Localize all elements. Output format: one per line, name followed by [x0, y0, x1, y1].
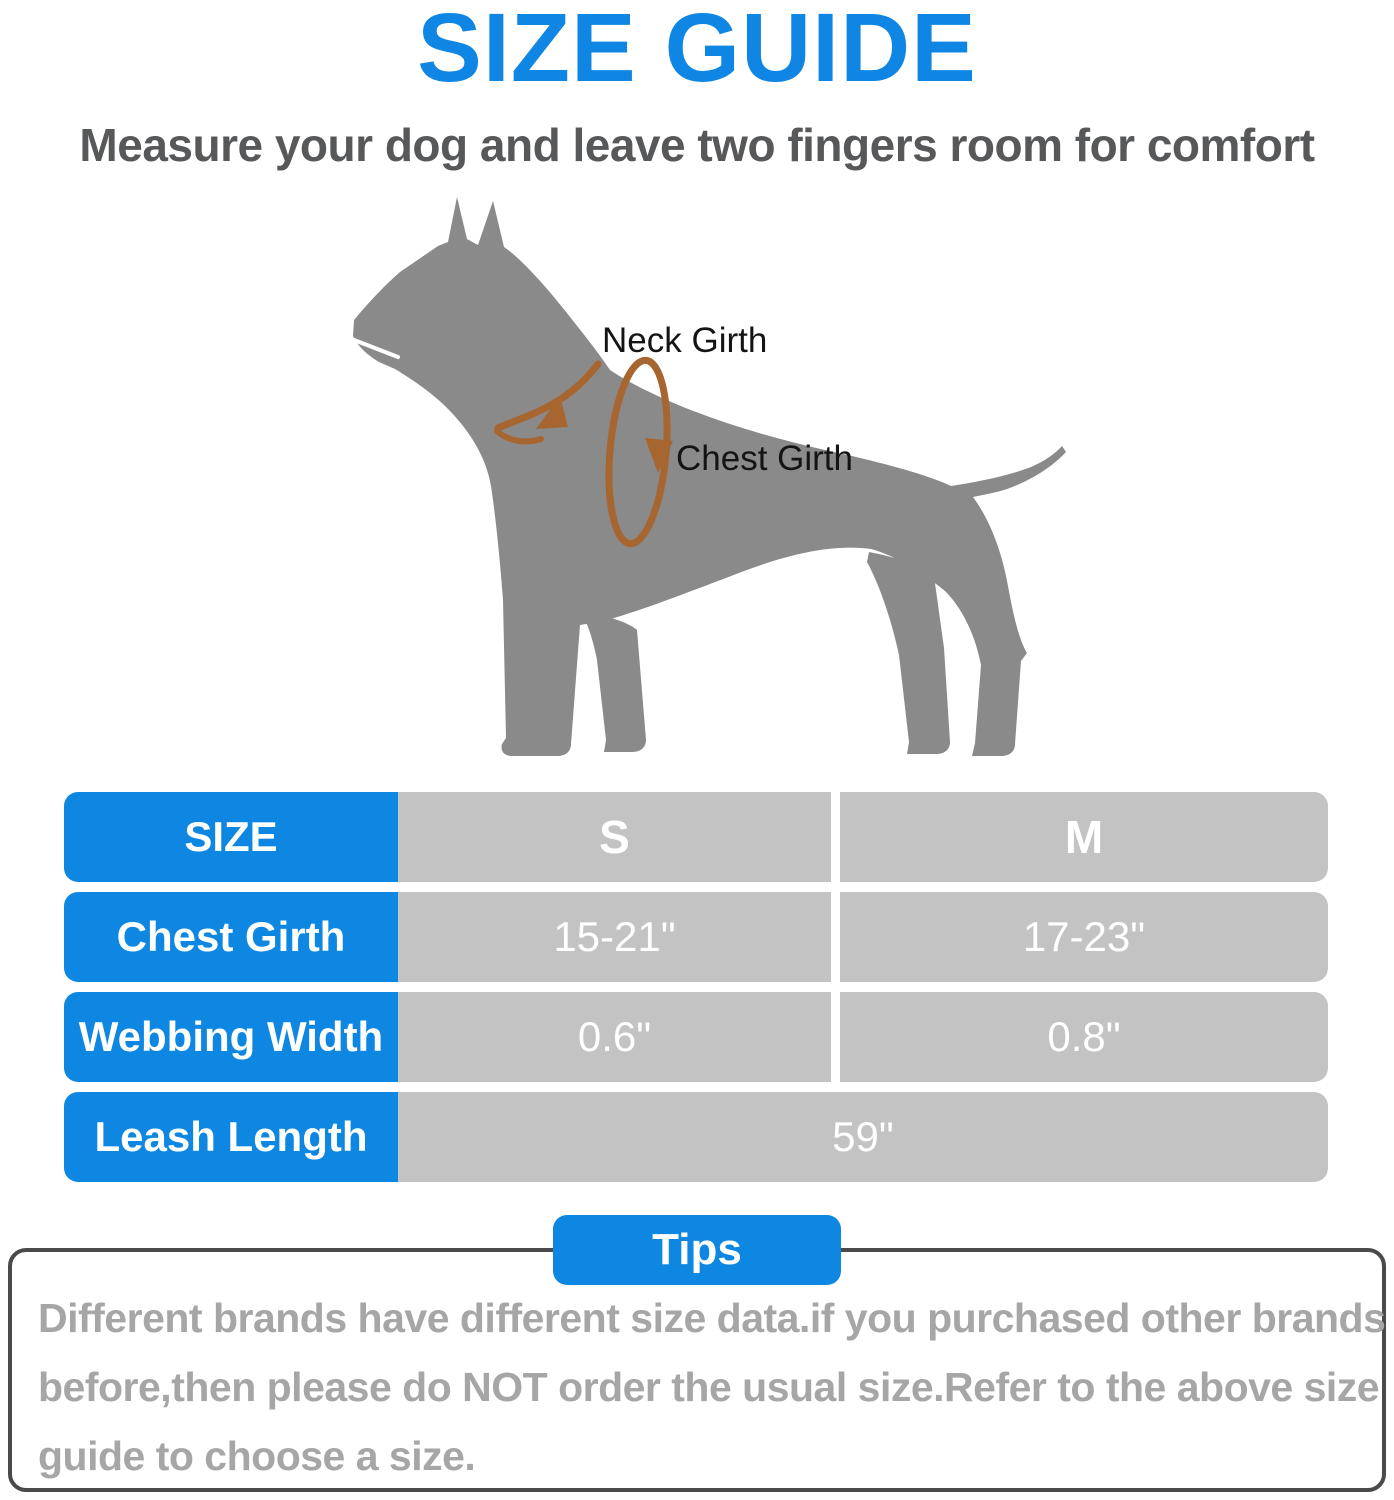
row-label-chest-girth: Chest Girth — [64, 892, 398, 982]
webbing-width-m-value: 0.8" — [840, 992, 1328, 1082]
table-row — [64, 1092, 1328, 1182]
row-label-leash-length: Leash Length — [64, 1092, 398, 1182]
chest-girth-s-value: 15-21" — [398, 892, 831, 982]
page-subtitle: Measure your dog and leave two fingers room for comfort — [79, 119, 1315, 171]
leash-length-value: 59" — [398, 1092, 1328, 1182]
chest-girth-label: Chest Girth — [676, 439, 853, 478]
table-header-row — [64, 792, 1328, 882]
row-label-webbing-width: Webbing Width — [64, 992, 398, 1082]
size-header-cell: SIZE — [64, 792, 398, 882]
page-title: SIZE GUIDE — [417, 0, 977, 102]
tips-body — [38, 1284, 1386, 1491]
tips-line: before,then please do NOT order the usual size.Refer to the above size — [38, 1364, 1380, 1410]
table-row — [64, 892, 1328, 982]
tips-badge: Tips — [553, 1215, 841, 1285]
column-header-m: M — [840, 792, 1328, 882]
neck-girth-label: Neck Girth — [602, 321, 768, 360]
column-header-s: S — [398, 792, 831, 882]
tips-line: guide to choose a size. — [38, 1433, 476, 1479]
chest-girth-m-value: 17-23" — [840, 892, 1328, 982]
tips-line: Different brands have different size data.if you purchased other brands — [38, 1295, 1386, 1341]
webbing-width-s-value: 0.6" — [398, 992, 831, 1082]
table-row — [64, 992, 1328, 1082]
